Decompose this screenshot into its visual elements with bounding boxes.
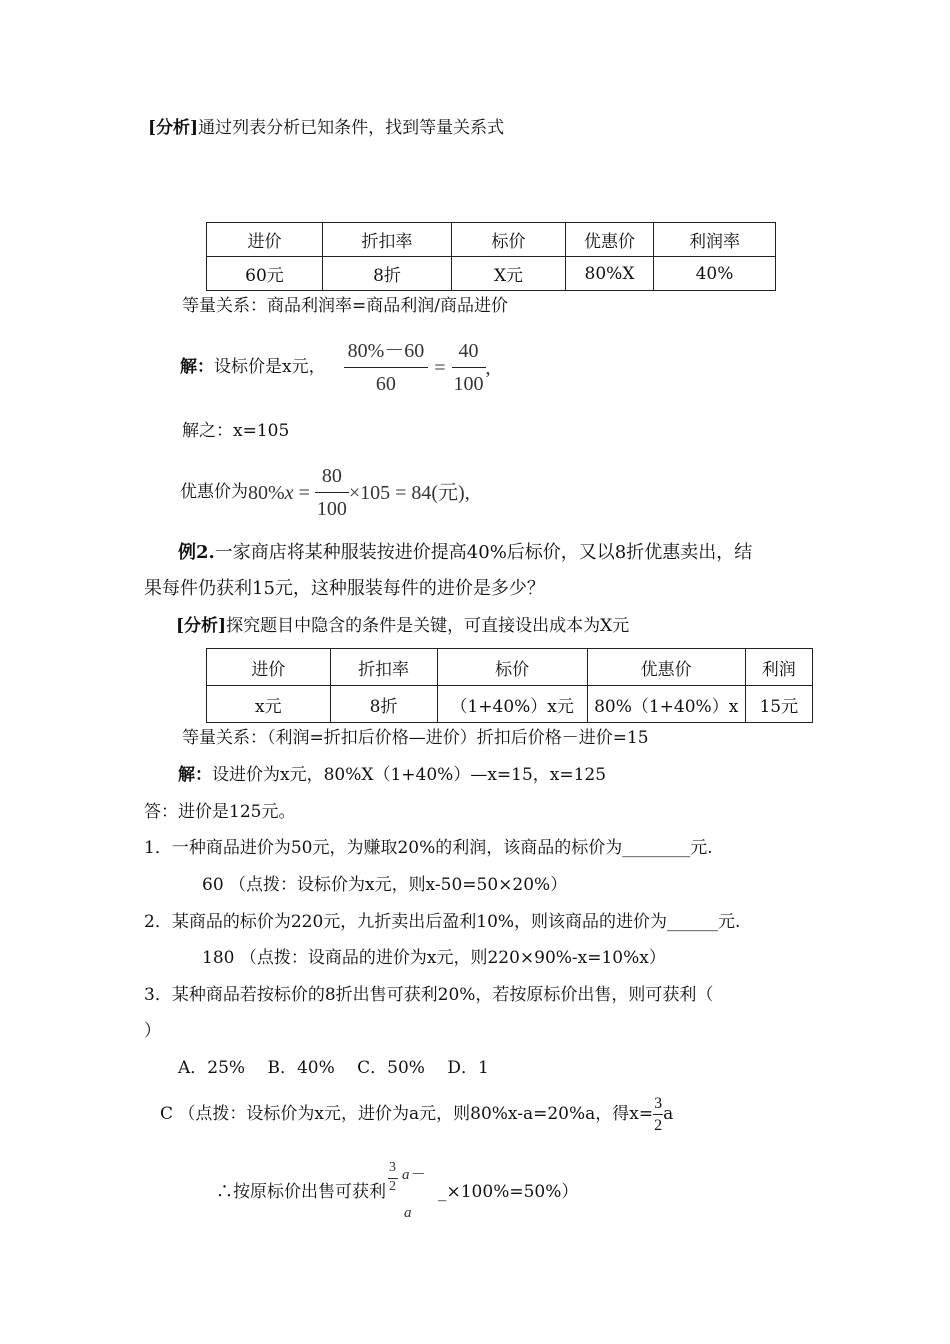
answer-3 — [160, 1094, 673, 1135]
table-header-cell: 利润 — [745, 649, 812, 686]
price-variable: x — [284, 481, 294, 504]
table-header-cell: 折扣率 — [330, 649, 437, 686]
equation-fraction-left — [344, 339, 429, 396]
final-fraction — [386, 1160, 438, 1224]
answer-line: 答：进价是125元。 — [144, 802, 296, 822]
fraction-denominator: 100 — [315, 492, 349, 521]
table-header-cell: 进价 — [207, 223, 323, 257]
analysis-tag: [分析] — [148, 118, 199, 138]
equals-sign: = — [434, 356, 446, 379]
solution-tag: 解： — [178, 765, 212, 785]
table-cell: 8折 — [330, 686, 437, 723]
price-line — [180, 464, 470, 521]
table-row — [207, 686, 813, 723]
solution-line-2 — [178, 765, 606, 785]
analysis-text: 探究题目中隐含的条件是关键，可直接设出成本为X元 — [226, 616, 630, 636]
fraction-numerator: 40 — [458, 340, 479, 362]
example-2-title — [178, 542, 752, 564]
equation-comma: , — [485, 356, 491, 379]
small-fraction-denominator: 2 — [389, 1179, 396, 1194]
price-expression-b: = — [293, 481, 315, 504]
solve-line: 解之：x=105 — [182, 421, 290, 441]
price-expression-a: 80% — [248, 481, 285, 504]
relation-line-2: 等量关系：（利润=折扣后价格—进价）折扣后价格－进价=15 — [182, 728, 649, 748]
table-example-2 — [206, 648, 813, 723]
price-expression-c: ×105 = 84(元), — [348, 481, 470, 504]
table-header-cell: 优惠价 — [587, 649, 745, 686]
final-prefix: ∴按原标价出售可获利 — [216, 1181, 386, 1202]
fraction-numerator: 80 — [321, 465, 342, 487]
final-fraction-numerator: a－ — [402, 1167, 425, 1183]
example-2-tag: 例2. — [178, 542, 215, 563]
final-fraction-denominator: a — [404, 1205, 412, 1221]
answer-3-fraction — [653, 1094, 663, 1135]
table-header-row — [207, 649, 813, 686]
answer-3-tail: a — [663, 1104, 674, 1125]
fraction-denominator: 60 — [344, 367, 429, 396]
table-cell: x元 — [207, 686, 331, 723]
fraction-denominator: 100 — [452, 367, 486, 396]
table-cell: 80%（1+40%）x — [587, 686, 745, 723]
table-cell: 15元 — [745, 686, 812, 723]
table-cell: 80%X — [566, 257, 654, 291]
table-cell: 8折 — [323, 257, 452, 291]
example-2-text-line-2: 果每件仍获利15元，这种服装每件的进价是多少？ — [144, 578, 545, 599]
question-3-line-2: ） — [144, 1021, 161, 1041]
final-line — [216, 1160, 578, 1224]
fraction-numerator: 3 — [654, 1095, 663, 1112]
table-cell: X元 — [452, 257, 566, 291]
price-fraction — [315, 464, 349, 521]
analysis-tag: [分析] — [176, 616, 227, 636]
table-header-row — [207, 223, 776, 257]
table-cell: 40% — [654, 257, 776, 291]
answer-2: 180 （点拨：设商品的进价为x元，则220×90%-x=10%x） — [202, 948, 666, 968]
table-header-cell: 进价 — [207, 649, 331, 686]
answer-3-text: C （点拨：设标价为x元，进价为a元，则80%x-a=20%a，得x= — [160, 1104, 654, 1125]
analysis-text: 通过列表分析已知条件，找到等量关系式 — [198, 118, 505, 138]
small-fraction-numerator: 3 — [389, 1160, 396, 1175]
question-3-line-1: 3．某种商品若按标价的8折出售可获利20%，若按原标价出售，则可获利（ — [144, 985, 714, 1005]
final-tail: _×100%=50%） — [438, 1181, 579, 1202]
equation-fraction-right — [452, 339, 486, 396]
table-cell: （1+40%）x元 — [437, 686, 587, 723]
solution-line-1 — [180, 339, 491, 396]
example-2-text: 一家商店将某种服装按进价提高40%后标价，又以8折优惠卖出，结 — [214, 542, 753, 563]
table-header-cell: 折扣率 — [323, 223, 452, 257]
table-header-cell: 优惠价 — [566, 223, 654, 257]
table-header-cell: 标价 — [437, 649, 587, 686]
solution-text: 设标价是x元， — [214, 357, 326, 378]
relation-line-1: 等量关系：商品利润率=商品利润/商品进价 — [182, 296, 508, 316]
table-header-cell: 利润率 — [654, 223, 776, 257]
table-cell: 60元 — [207, 257, 323, 291]
table-header-cell: 标价 — [452, 223, 566, 257]
analysis-line-1 — [148, 118, 504, 138]
table-row — [207, 257, 776, 291]
question-1: 1．一种商品进价为50元，为赚取20%的利润，该商品的标价为________元. — [144, 838, 713, 858]
table-example-1 — [206, 222, 776, 291]
fraction-denominator: 2 — [653, 1114, 663, 1135]
price-prefix: 优惠价为 — [180, 482, 248, 503]
solution-text: 设进价为x元，80%X（1+40%）—x=15，x=125 — [212, 765, 607, 785]
fraction-numerator: 80%－60 — [347, 340, 425, 362]
analysis-line-2 — [176, 616, 629, 636]
answer-1: 60 （点拨：设标价为x元，则x-50=50×20%） — [202, 875, 568, 895]
solution-tag: 解： — [180, 357, 214, 378]
question-2: 2．某商品的标价为220元，九折卖出后盈利10%，则该商品的进价为______元. — [144, 912, 741, 932]
question-3-options: A．25% B．40% C．50% D．1 — [178, 1058, 489, 1078]
